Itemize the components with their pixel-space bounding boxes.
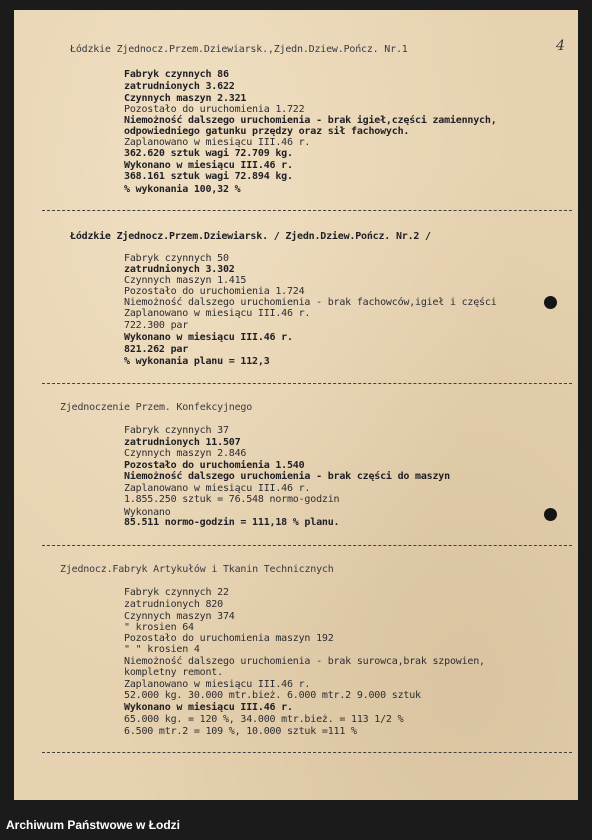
archive-footer: Archiwum Państwowe w Łodzi (6, 818, 181, 832)
text-line: Fabryk czynnych 50 (124, 253, 229, 264)
text-line: 1.855.250 sztuk = 76.548 normo-godzin (124, 494, 340, 505)
section-divider (42, 752, 572, 753)
text-line: 722.300 par (124, 320, 189, 331)
text-line: Czynnych maszyn 2.321 (124, 93, 247, 104)
text-line: Fabryk czynnych 86 (124, 69, 229, 80)
text-line: Czynnych maszyn 1.415 (124, 275, 247, 286)
text-line: zatrudnionych 820 (124, 599, 223, 610)
text-line: zatrudnionych 11.507 (124, 437, 241, 448)
section-header: Łódzkie Zjednocz.Przem.Dziewiarsk.,Zjedn.Dziew.Pończ. Nr.1 (70, 44, 408, 55)
text-line: Wykonano w miesiącu III.46 r. (124, 702, 293, 713)
document-page (14, 10, 578, 800)
text-line: % wykonania 100,32 % (124, 184, 241, 195)
text-line: Pozostało do uruchomienia 1.724 (124, 286, 305, 297)
text-line: Zaplanowano w miesiącu III.46 r. (124, 483, 311, 494)
text-line: Fabryk czynnych 37 (124, 425, 229, 436)
text-line: Niemożność dalszego uruchomienia - brak igieł,części zamiennych, (124, 115, 497, 126)
text-line: Niemożność dalszego uruchomienia - brak części do maszyn (124, 471, 450, 482)
text-line: zatrudnionych 3.622 (124, 81, 235, 92)
text-line: Czynnych maszyn 2.846 (124, 448, 247, 459)
text-line: 6.500 mtr.2 = 109 %, 10.000 sztuk =111 % (124, 726, 357, 737)
text-line: Pozostało do uruchomienia 1.722 (124, 104, 305, 115)
text-line: Wykonano w miesiącu III.46 r. (124, 160, 293, 171)
text-line: % wykonania planu = 112,3 (124, 356, 270, 367)
text-line: Pozostało do uruchomienia maszyn 192 (124, 633, 334, 644)
section-header: Zjednocz.Fabryk Artykułów i Tkanin Technicznych (60, 564, 334, 575)
section-divider (42, 545, 572, 546)
text-line: Wykonano w miesiącu III.46 r. (124, 332, 293, 343)
text-line: 65.000 kg. = 120 %, 34.000 mtr.bież. = 113 1/2 % (124, 714, 404, 725)
text-line: " " krosien 4 (124, 644, 200, 655)
text-line: 821.262 par (124, 344, 189, 355)
text-line: 85.511 normo-godzin = 111,18 % planu. (124, 517, 340, 528)
text-line: Niemożność dalszego uruchomienia - brak surowca,brak szpowien, (124, 656, 485, 667)
punch-hole (544, 296, 557, 309)
text-line: Czynnych maszyn 374 (124, 611, 235, 622)
punch-hole (544, 508, 557, 521)
text-line: Zaplanowano w miesiącu III.46 r. (124, 137, 311, 148)
section-header: Zjednoczenie Przem. Konfekcyjnego (60, 402, 253, 413)
text-line: kompletny remont. (124, 667, 223, 678)
text-line: 52.000 kg. 30.000 mtr.bież. 6.000 mtr.2 9.000 sztuk (124, 690, 421, 701)
text-line: odpowiedniego gatunku przędzy oraz sił fachowych. (124, 126, 410, 137)
text-line: 368.161 sztuk wagi 72.894 kg. (124, 171, 293, 182)
section-header: Łódzkie Zjednocz.Przem.Dziewiarsk. / Zjedn.Dziew.Pończ. Nr.2 / (70, 231, 431, 242)
text-line: 362.620 sztuk wagi 72.709 kg. (124, 148, 293, 159)
text-line: Zaplanowano w miesiącu III.46 r. (124, 679, 311, 690)
text-line: Fabryk czynnych 22 (124, 587, 229, 598)
section-divider (42, 383, 572, 384)
text-line: Zaplanowano w miesiącu III.46 r. (124, 308, 311, 319)
text-line: Pozostało do uruchomienia 1.540 (124, 460, 305, 471)
section-divider (42, 210, 572, 211)
text-line: zatrudnionych 3.302 (124, 264, 235, 275)
text-line: " krosien 64 (124, 622, 194, 633)
text-line: Wykonano (124, 507, 171, 518)
text-line: Niemożność dalszego uruchomienia - brak fachowców,igieł i części (124, 297, 497, 308)
page-number: 4 (556, 38, 565, 54)
